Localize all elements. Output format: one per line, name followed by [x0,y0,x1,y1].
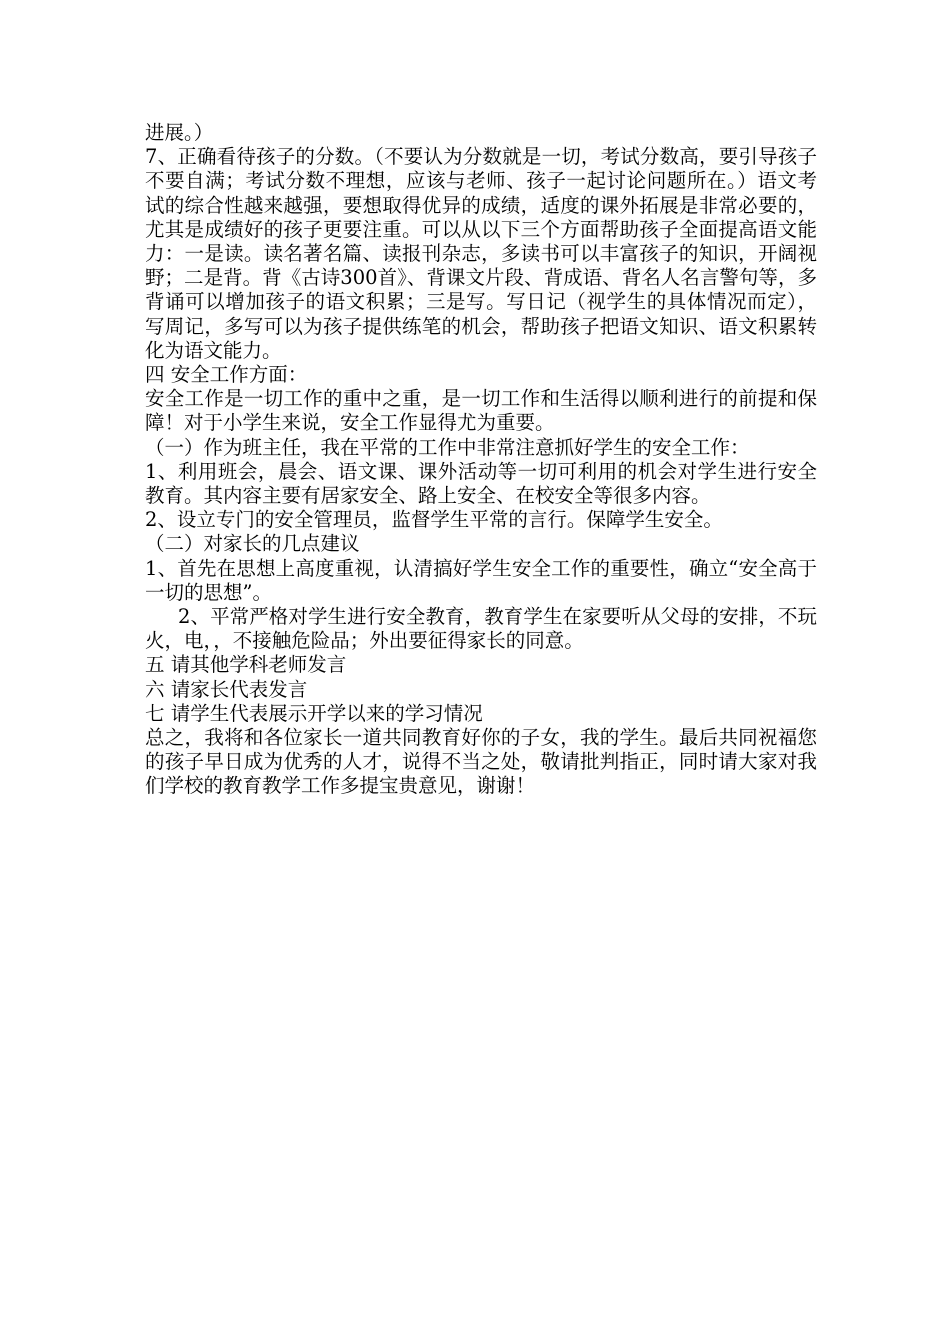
subheading-parent-suggestions: （二）对家长的几点建议 [145,532,360,556]
paragraph-suggestion-1: 1、首先在思想上高度重视，认清搞好学生安全工作的重要性，确立“安全高于一切的思想”。 [145,556,817,604]
section-heading-parent-representative: 六 请家长代表发言 [145,677,308,701]
paragraph-continuation: 进展。） [145,121,214,144]
paragraph-suggestion-2: 2、平常严格对学生进行安全教育，教育学生在家要听从父母的安排，不玩火，电，，不接触危险品；外出要征得家长的同意。 [145,605,817,653]
subheading-head-teacher: （一）作为班主任，我在平常的工作中非常注意抓好学生的安全工作： [145,435,750,459]
paragraph-safety-item-2: 2、设立专门的安全管理员，监督学生平常的言行。保障学生安全。 [145,508,723,532]
section-heading-student-representative: 七 请学生代表展示开学以来的学习情况 [145,701,483,725]
paragraph-conclusion: 总之，我将和各位家长一道共同教育好你的子女，我的学生。最后共同祝福您的孩子早日成为优秀的人才，说得不当之处，敬请批判指正，同时请大家对我们学校的教育教学工作多提宝贵意见，谢谢！ [145,726,817,798]
section-heading-safety: 四 安全工作方面： [145,363,308,387]
paragraph-safety-item-1: 1、利用班会，晨会、语文课、课外活动等一切可利用的机会对学生进行安全教育。其内容主要有居家安全、路上安全、在校安全等很多内容。 [145,459,817,508]
paragraph-item-7-scores: 7、正确看待孩子的分数。（不要认为分数就是一切，考试分数高，要引导孩子不要自满；考试分数不理想，应该与老师、孩子一起讨论问题所在。）语文考试的综合性越来越强，要想取得优异的成绩，适度的课外拓展是非常必要的，尤其是成绩好的孩子更要注重。可以从以下三个方面帮助孩子全面提高语文能力：一是读。读名著名篇、读报刊杂志，多读书可以丰富孩子的知识，开阔视野；二是背。背《古诗300首》、背课文片段、背成语、背名人名言警句等，多背诵可以增加孩子的语文积累；三是写。写日记（视学生的具体情况而定），写周记，多写可以为孩子提供练笔的机会，帮助孩子把语文知识、语文积累转化为语文能力。 [145,145,817,362]
section-heading-other-teachers: 五 请其他学科老师发言 [145,653,347,677]
paragraph-safety-intro: 安全工作是一切工作的重中之重，是一切工作和生活得以顺利进行的前提和保障！对于小学生来说，安全工作显得尤为重要。 [145,387,817,435]
document-body [145,121,817,799]
